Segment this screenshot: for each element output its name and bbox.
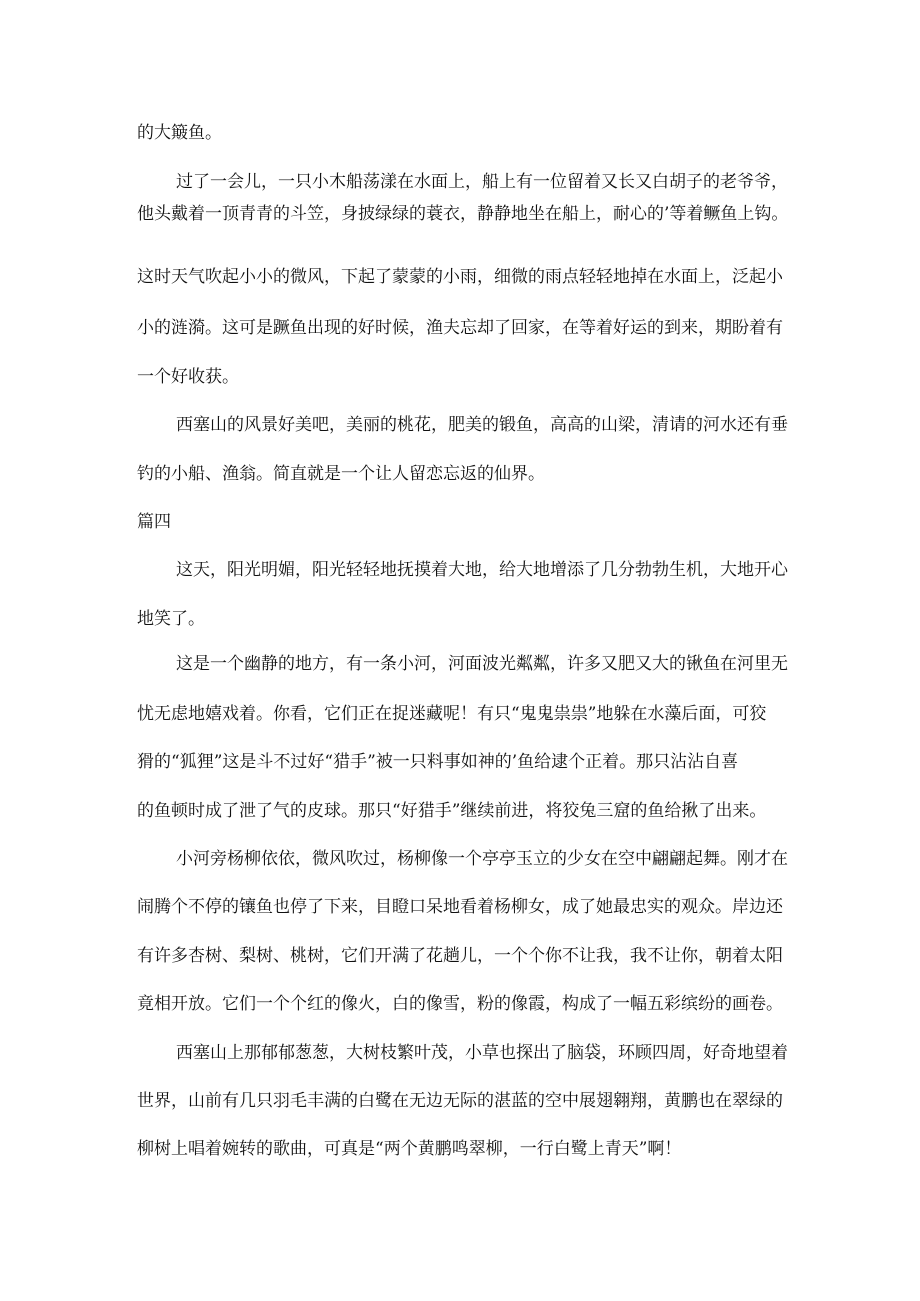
paragraph-first-line: 西塞山上那郁郁葱葱，大树枝繁叶茂，小草也探出了脑袋，环顾四周，好奇地望着 [176, 1043, 788, 1063]
text-line: 这时天气吹起小小的微风，下起了蒙蒙的小雨，细微的雨点轻轻地掉在水面上，泛起小 [137, 267, 783, 287]
text-line: 有许多杏树、梨树、桃树，它们开满了花趟儿，一个个你不让我，我不让你，朝着太阳 [137, 946, 783, 966]
paragraph-first-line: 小河旁杨柳依依，微风吹过，杨柳像一个亭亭玉立的少女在空中翩翩起舞。刚才在 [176, 849, 788, 869]
text-line: 小的涟漪。这可是蹶鱼出现的好时候，渔夫忘却了回家，在等着好运的到来，期盼着有 [137, 318, 783, 338]
paragraph-first-line: 西塞山的风景好美吧，美丽的桃花，肥美的锻鱼，高高的山梁，清请的河水还有垂 [176, 415, 788, 435]
text-line: 柳树上唱着婉转的歌曲，可真是“两个黄鹏鸣翠柳，一行白鹭上青天”啊！ [137, 1139, 682, 1159]
text-line: 地笑了。 [137, 609, 205, 629]
text-line: 忧无虑地嬉戏着。你看，它们正在捉迷藏呢！有只“鬼鬼祟祟”地躲在水藻后面，可狡 [137, 704, 767, 724]
text-line: 闹腾个不停的镶鱼也停了下来，目瞪口呆地看着杨柳女，成了她最忠实的观众。岸边还 [137, 897, 783, 917]
paragraph-first-line: 过了一会儿，一只小木船荡漾在水面上，船上有一位留着又长又白胡子的老爷爷， [176, 172, 788, 192]
text-line: 竟相开放。它们一个个红的像火，白的像雪，粉的像霞，构成了一幅五彩缤纷的画卷。 [137, 994, 783, 1014]
paragraph-first-line: 这是一个幽静的地方，有一条小河，河面波光粼粼，许多又肥又大的锹鱼在河里无 [176, 654, 788, 674]
text-line: 一个好收获。 [137, 367, 239, 387]
text-line: 猾的“狐狸”这是斗不过好“猎手”被一只料事如神的’鱼给逮个正着。那只沾沾自喜 [137, 752, 739, 772]
text-line: 的鱼顿时成了泄了气的皮球。那只“好猎手”继续前进，将狡兔三窟的鱼给揪了出来。 [137, 801, 767, 821]
paragraph-first-line: 这天，阳光明媚，阳光轻轻地抚摸着大地，给大地增添了几分勃勃生机，大地开心 [176, 560, 788, 580]
text-line: 他头戴着一顶青青的斗笠，身披绿绿的蓑衣，静静地坐在船上，耐心的’等着鳜鱼上钩。 [137, 204, 789, 224]
section-heading: 篇四 [137, 512, 171, 532]
text-line: 钓的小船、渔翁。简直就是一个让人留恋忘返的仙界。 [137, 464, 545, 484]
text-line: 的大簸鱼。 [137, 123, 222, 143]
text-line: 世界，山前有几只羽毛丰满的白鹭在无边无际的湛蓝的空中展翅翱翔，黄鹏也在翠绿的 [137, 1091, 783, 1111]
